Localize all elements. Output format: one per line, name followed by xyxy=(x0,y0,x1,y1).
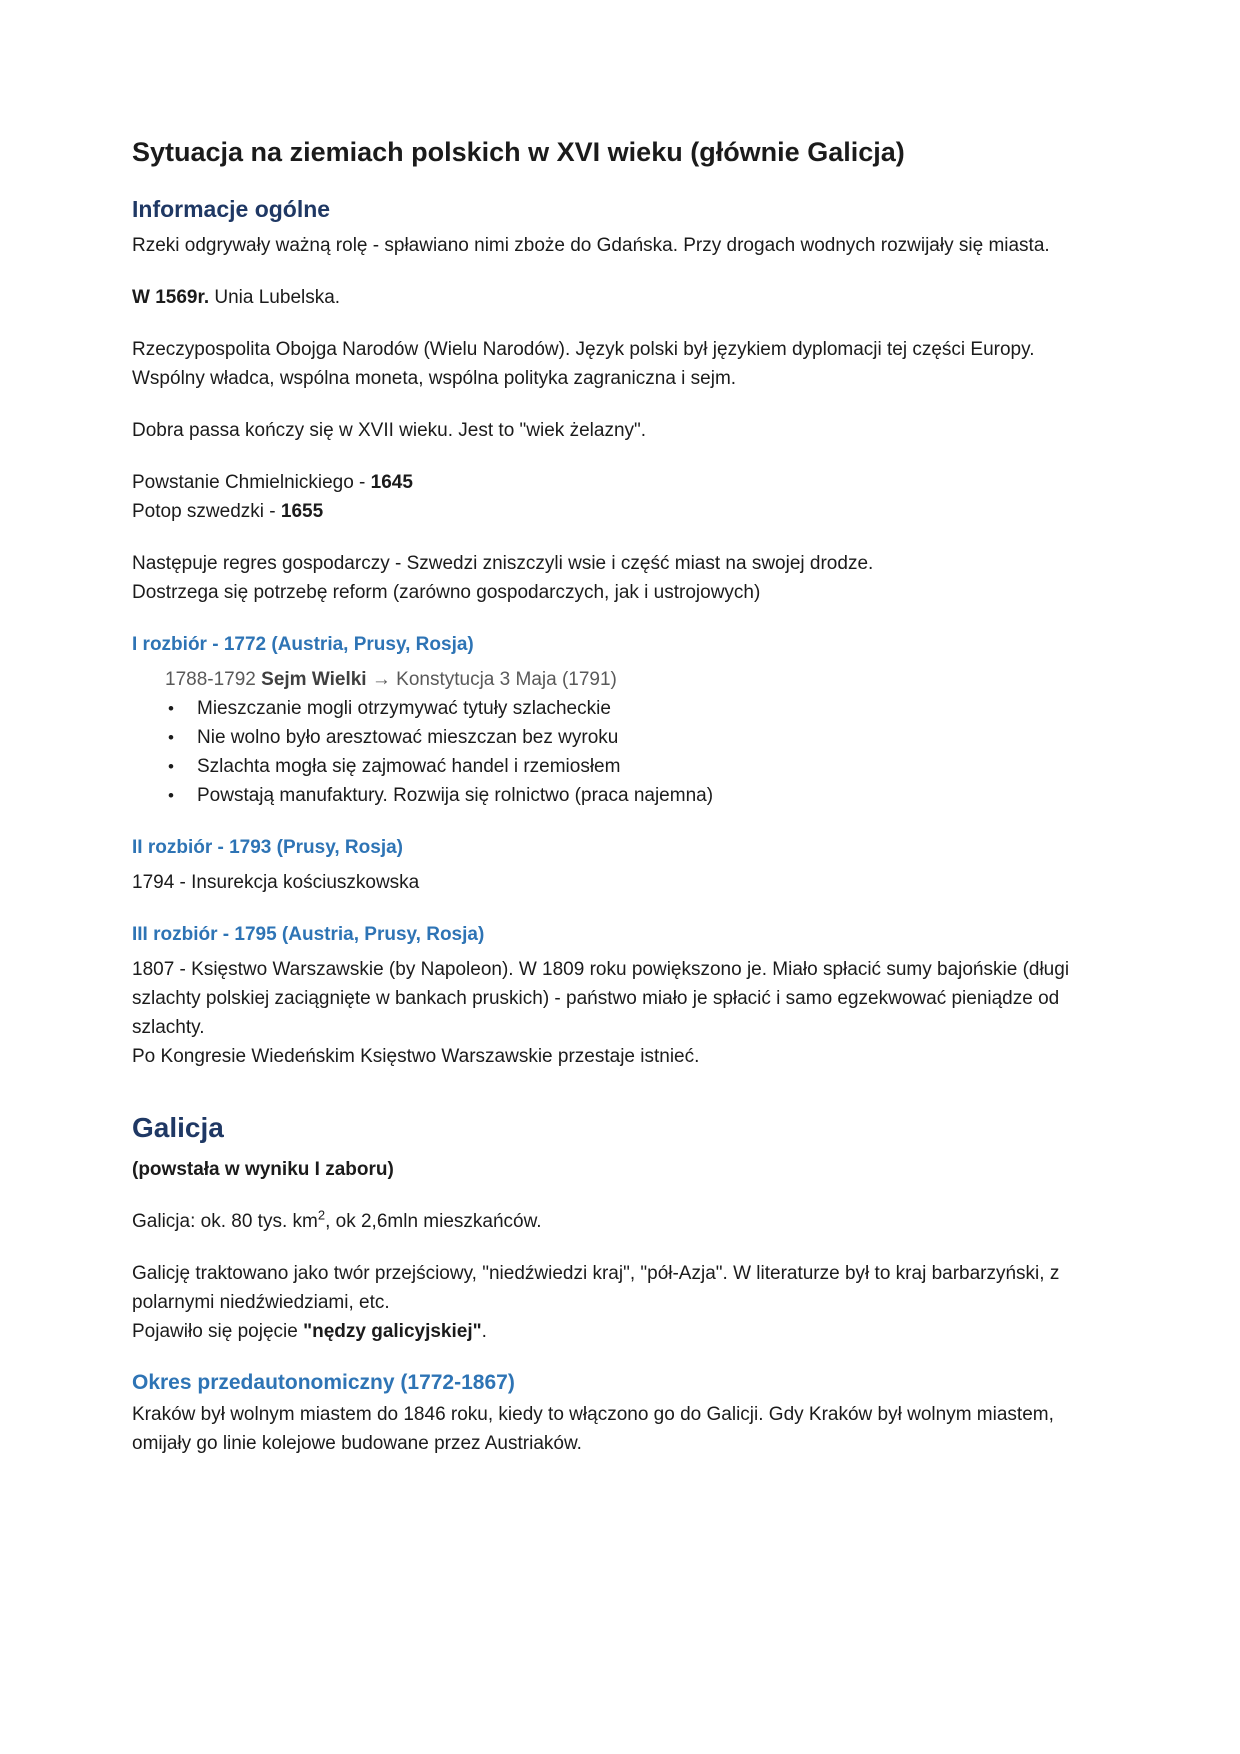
sejm-name: Sejm Wielki xyxy=(261,669,367,691)
bullet-icon: • xyxy=(168,699,174,719)
bullet-icon: • xyxy=(168,728,174,748)
regres-line1: Następuje regres gospodarczy - Szwedzi zniszczyli wsie i część miast na swojej drodze. xyxy=(132,553,874,575)
unia-rest: Unia Lubelska. xyxy=(209,287,341,309)
pojecie-period: . xyxy=(481,1320,487,1342)
bullet-icon: • xyxy=(168,757,174,777)
paragraph-powstania-daty xyxy=(132,468,1110,526)
paragraph-insurekcja: 1794 - Insurekcja kościuszkowska xyxy=(132,872,420,894)
paragraph-regres xyxy=(132,549,1110,607)
unia-year-bold: W 1569r. xyxy=(132,287,210,309)
bullet-icon: • xyxy=(168,786,174,806)
powstanie-year: 1645 xyxy=(370,472,413,494)
paragraph-dobra-passa: Dobra passa kończy się w XVII wieku. Jest to "wiek żelazny". xyxy=(132,420,647,442)
potop-year: 1655 xyxy=(280,501,324,523)
paragraph-rzeczpospolita: Rzeczypospolita Obojga Narodów (Wielu Narodów). Język polski był językiem dyplomacji tej części Europy. Wspólny władca, wspólna moneta, wspólna polityka zagraniczna i sejm. xyxy=(132,339,1035,390)
sejm-wielki-line xyxy=(165,665,1110,694)
regres-line2: Dostrzega się potrzebę reform (zarówno gospodarczych, jak i ustrojowych) xyxy=(132,582,761,604)
heading-galicja: Galicja xyxy=(132,1112,224,1144)
list-item-text: Nie wolno było aresztować mieszczan bez wyroku xyxy=(197,727,619,749)
document-title-text: Sytuacja na ziemiach polskich w XVI wieku (głównie Galicja) xyxy=(132,137,905,167)
galicja-subtitle: (powstała w wyniku I zaboru) xyxy=(132,1158,394,1180)
list-item xyxy=(168,694,1110,723)
stats-after-sup: , ok 2,6mln mieszkańców. xyxy=(325,1210,542,1232)
konstytucja-text: Konstytucja 3 Maja (1791) xyxy=(396,669,617,691)
paragraph-galicja-traktowano xyxy=(132,1259,1110,1346)
sejm-years: 1788-1792 xyxy=(165,669,262,691)
superscript-2: 2 xyxy=(317,1207,326,1223)
list-item xyxy=(168,781,1110,810)
heading-okres-przedautonomiczny: Okres przedautonomiczny (1772-1867) xyxy=(132,1370,515,1394)
paragraph-ksiestwo-warszawskie xyxy=(132,955,1110,1071)
list-item-text: Mieszczanie mogli otrzymywać tytuły szlacheckie xyxy=(197,698,611,720)
heading-iii-rozbior: III rozbiór - 1795 (Austria, Prusy, Rosja) xyxy=(132,924,485,946)
pojecie-lead: Pojawiło się pojęcie xyxy=(132,1320,304,1342)
pojecie-bold: "nędzy galicyjskiej" xyxy=(303,1320,482,1342)
document-title xyxy=(132,136,1110,170)
paragraph-galicja-stats xyxy=(132,1207,1110,1236)
stats-before-sup: Galicja: ok. 80 tys. km xyxy=(132,1210,318,1232)
heading-ii-rozbior: II rozbiór - 1793 (Prusy, Rosja) xyxy=(132,837,404,859)
heading-i-rozbior: I rozbiór - 1772 (Austria, Prusy, Rosja) xyxy=(132,634,474,656)
rozbior1-bullet-list xyxy=(132,694,1110,810)
powstanie-label: Powstanie Chmielnickiego - xyxy=(132,472,371,494)
list-item xyxy=(168,723,1110,752)
paragraph-rzeki: Rzeki odgrywały ważną rolę - spławiano nimi zboże do Gdańska. Przy drogach wodnych rozwijały się miasta. xyxy=(132,235,1050,257)
list-item xyxy=(168,752,1110,781)
paragraph-krakow: Kraków był wolnym miastem do 1846 roku, kiedy to włączono go do Galicji. Gdy Kraków był wolnym miastem, omijały go linie kolejowe budowane przez Austriaków. xyxy=(132,1404,1054,1455)
potop-label: Potop szwedzki - xyxy=(132,501,281,523)
kongres-line: Po Kongresie Wiedeńskim Księstwo Warszawskie przestaje istnieć. xyxy=(132,1046,700,1068)
arrow-right-icon: → xyxy=(366,669,397,691)
traktowano-text: Galicję traktowano jako twór przejściowy, "niedźwiedzi kraj", "pół-Azja". W literaturze był to kraj barbarzyński, z polarnymi niedźwiedziami, etc. xyxy=(132,1262,1060,1313)
list-item-text: Powstają manufaktury. Rozwija się rolnictwo (praca najemna) xyxy=(197,785,714,807)
list-item-text: Szlachta mogła się zajmować handel i rzemiosłem xyxy=(197,756,621,778)
heading-informacje-ogolne: Informacje ogólne xyxy=(132,195,331,222)
ksiestwo-main: 1807 - Księstwo Warszawskie (by Napoleon). W 1809 roku powiększono je. Miało spłacić sumy bajońskie (długi szlachty polskiej zaciągnięte w bankach pruskich) - państwo miało je spłacić i samo egzekwować pieniądze od szlachty. xyxy=(132,959,1070,1039)
paragraph-unia-lubelska xyxy=(132,283,1110,312)
